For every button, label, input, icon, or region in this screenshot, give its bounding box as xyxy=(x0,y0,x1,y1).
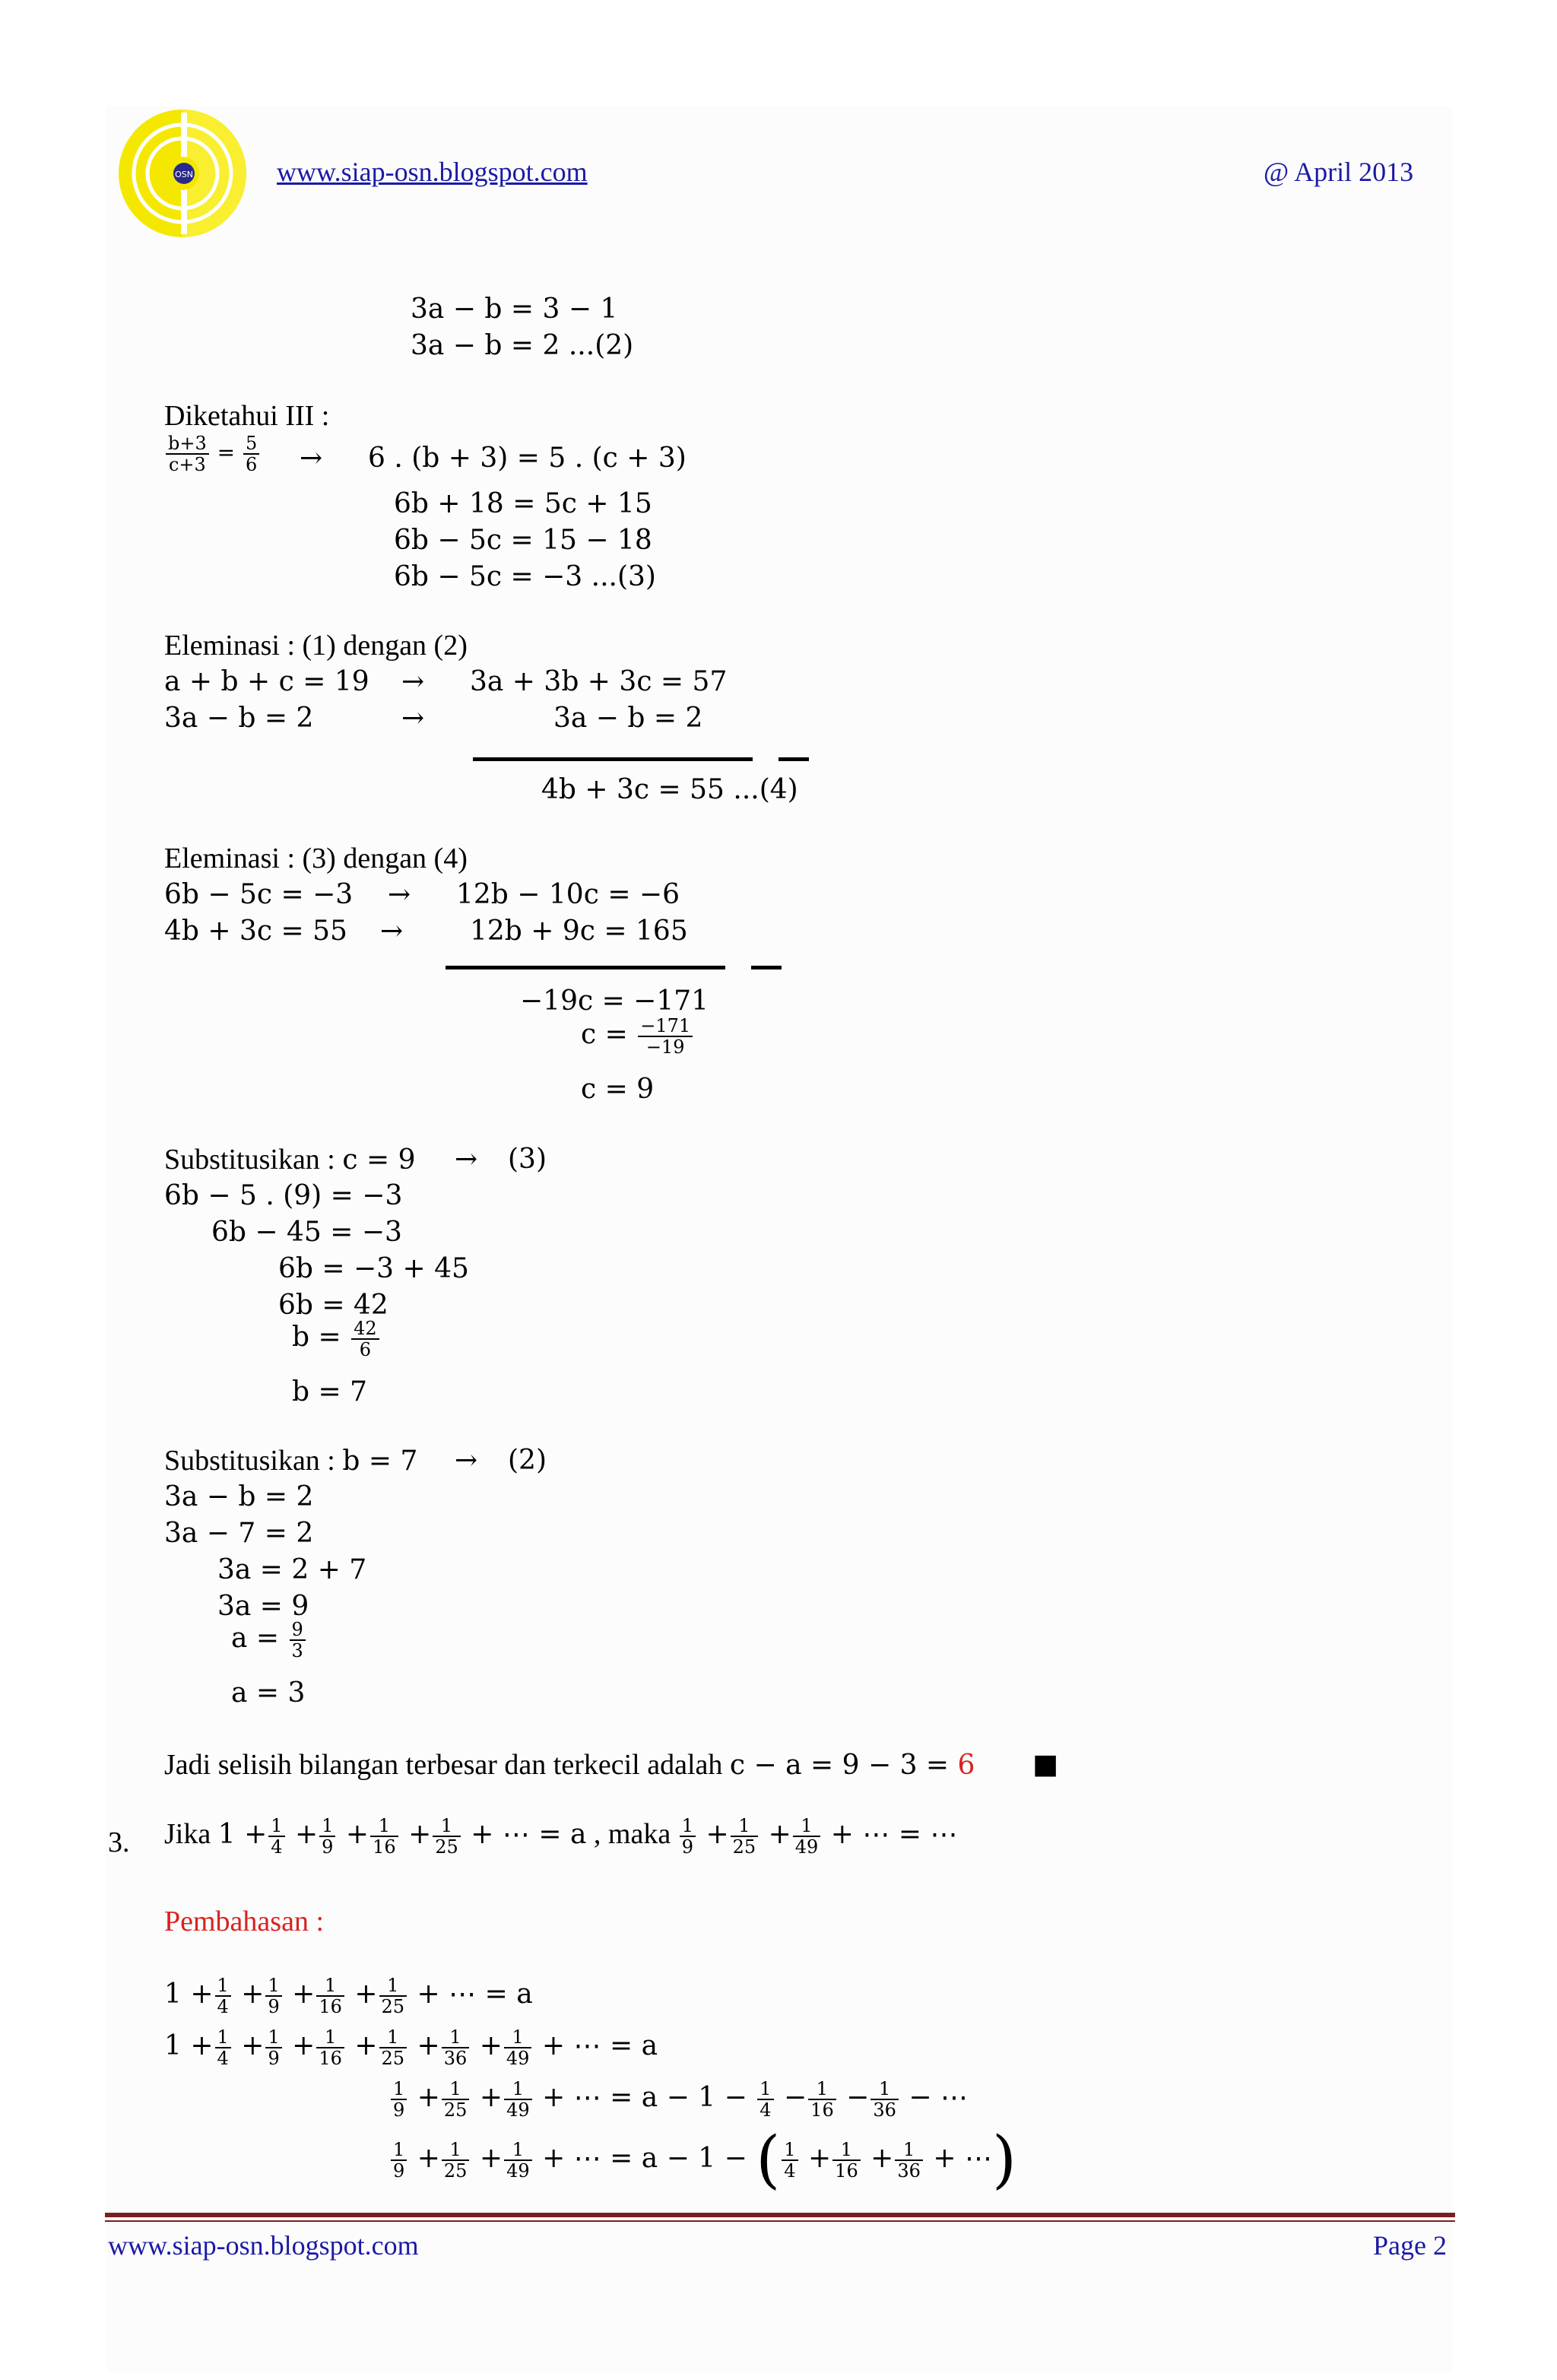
subtraction-rule xyxy=(446,966,725,969)
arrow: → xyxy=(455,1144,478,1175)
eq-line: 12b + 9c = 165 xyxy=(470,916,688,947)
eq-line: 6b = 42 xyxy=(278,1290,388,1321)
subtraction-rule xyxy=(473,757,753,761)
subst-line: Substitusikan : c = 9 xyxy=(164,1144,416,1176)
arrow: → xyxy=(300,443,323,474)
section-title: Eleminasi : (3) dengan (4) xyxy=(164,843,468,874)
fraction-equation: a = $\frac{9}{3}$ xyxy=(231,1620,307,1661)
svg-text:OSN: OSN xyxy=(175,170,193,179)
eq-line: 3a − 7 = 2 xyxy=(164,1518,314,1549)
eq-ref: (2) xyxy=(508,1445,547,1476)
series-line: $\frac{1}{9}$ + $\frac{1}{25}$ + $\frac{1}{49}$ + ⋯ = a − 1 − ( $\frac{1}{4}$ + $\frac{1}{16}$ + $\frac{1}{36}$ + ⋯) xyxy=(389,2129,1016,2191)
minus-sign xyxy=(778,757,809,761)
arrow: → xyxy=(401,666,425,697)
subst-line: Substitusikan : b = 7 xyxy=(164,1445,418,1477)
header-date: @ April 2013 xyxy=(1264,157,1414,187)
eq-line: 6b = −3 + 45 xyxy=(278,1253,469,1284)
eq-line: 3a − b = 2 ...(2) xyxy=(411,330,634,361)
eq-line: a + b + c = 19 xyxy=(164,666,369,697)
pembahasan-heading: Pembahasan : xyxy=(164,1906,325,1937)
eq-line: 6b − 5c = 15 − 18 xyxy=(394,525,652,556)
footer-rule-thin xyxy=(105,2220,1455,2222)
minus-sign xyxy=(751,966,782,969)
arrow: → xyxy=(388,879,411,910)
site-logo xyxy=(114,105,251,242)
eq-ref: (3) xyxy=(508,1144,547,1175)
section-title: Eleminasi : (1) dengan (2) xyxy=(164,630,468,662)
eq-line: 3a − b = 2 xyxy=(553,703,703,734)
answer-value: 6 xyxy=(957,1750,975,1781)
eq-line: 6b − 5 . (9) = −3 xyxy=(164,1180,403,1211)
arrow: → xyxy=(380,916,404,947)
eq-line: b = 7 xyxy=(292,1376,367,1407)
eq-line: 4b + 3c = 55 xyxy=(164,916,347,947)
conclusion-line: Jadi selisih bilangan terbesar dan terkecil adalah c − a = 9 − 3 = 6 xyxy=(164,1749,975,1781)
fraction-equation: c = $\frac{-171}{-19}$ xyxy=(581,1016,694,1057)
eq-line: 6b − 5c = −3 xyxy=(164,879,354,910)
arrow: → xyxy=(401,703,425,734)
series-line: 1 + $\frac{1}{4}$ + $\frac{1}{9}$ + $\frac{1}{16}$ + $\frac{1}{25}$ + $\frac{1}{36}$ + $\frac{1}{49}$ + ⋯ = a xyxy=(164,2026,658,2069)
eq-line: 3a + 3b + 3c = 57 xyxy=(470,666,728,697)
eq-line: 4b + 3c = 55 ...(4) xyxy=(541,774,798,805)
page-number: Page 2 xyxy=(1373,2230,1447,2261)
eq-line: 3a = 2 + 7 xyxy=(217,1554,367,1585)
eq-line: 3a − b = 2 xyxy=(164,703,314,734)
header-url-link[interactable]: www.siap-osn.blogspot.com xyxy=(277,157,588,187)
eq-line: 6b + 18 = 5c + 15 xyxy=(394,488,652,519)
eq-line: 6 . (b + 3) = 5 . (c + 3) xyxy=(368,443,687,474)
eq-line: 3a − b = 2 xyxy=(164,1481,314,1512)
series-line: $\frac{1}{9}$ + $\frac{1}{25}$ + $\frac{1}{49}$ + ⋯ = a − 1 − $\frac{1}{4}$ − $\frac{1}{16}$ − $\frac{1}{36}$ − ⋯ xyxy=(389,2079,968,2120)
eq-line: c = 9 xyxy=(581,1074,655,1105)
eq-line: 6b − 45 = −3 xyxy=(211,1217,402,1248)
fraction-equation: $\frac{b+3}{c+3}$ = $\frac{5}{6}$ xyxy=(164,433,261,474)
eq-line: 12b − 10c = −6 xyxy=(456,879,680,910)
arrow: → xyxy=(455,1445,478,1476)
question-statement: Jika 1 + $\frac{1}{4}$ + $\frac{1}{9}$ + $\frac{1}{16}$ + $\frac{1}{25}$ + ⋯ = a , maka $\frac{1}{9}$ + $\frac{1}{25}$ + $\frac{1}{49}$ + ⋯ = ⋯ xyxy=(164,1815,958,1858)
footer-rule-thick xyxy=(105,2213,1455,2217)
section-title: Diketahui III : xyxy=(164,400,330,432)
eq-line: a = 3 xyxy=(231,1677,306,1709)
eq-line: 6b − 5c = −3 ...(3) xyxy=(394,561,656,592)
qed-mark: ■ xyxy=(1032,1749,1059,1780)
question-number: 3. xyxy=(108,1826,130,1858)
eq-line: −19c = −171 xyxy=(520,985,709,1017)
fraction-equation: b = $\frac{42}{6}$ xyxy=(292,1319,381,1360)
eq-line: 3a = 9 xyxy=(217,1591,309,1622)
series-line: 1 + $\frac{1}{4}$ + $\frac{1}{9}$ + $\frac{1}{16}$ + $\frac{1}{25}$ + ⋯ = a xyxy=(164,1975,533,2017)
footer-url-link[interactable]: www.siap-osn.blogspot.com xyxy=(108,2230,419,2261)
eq-line: 3a − b = 3 − 1 xyxy=(411,294,618,325)
